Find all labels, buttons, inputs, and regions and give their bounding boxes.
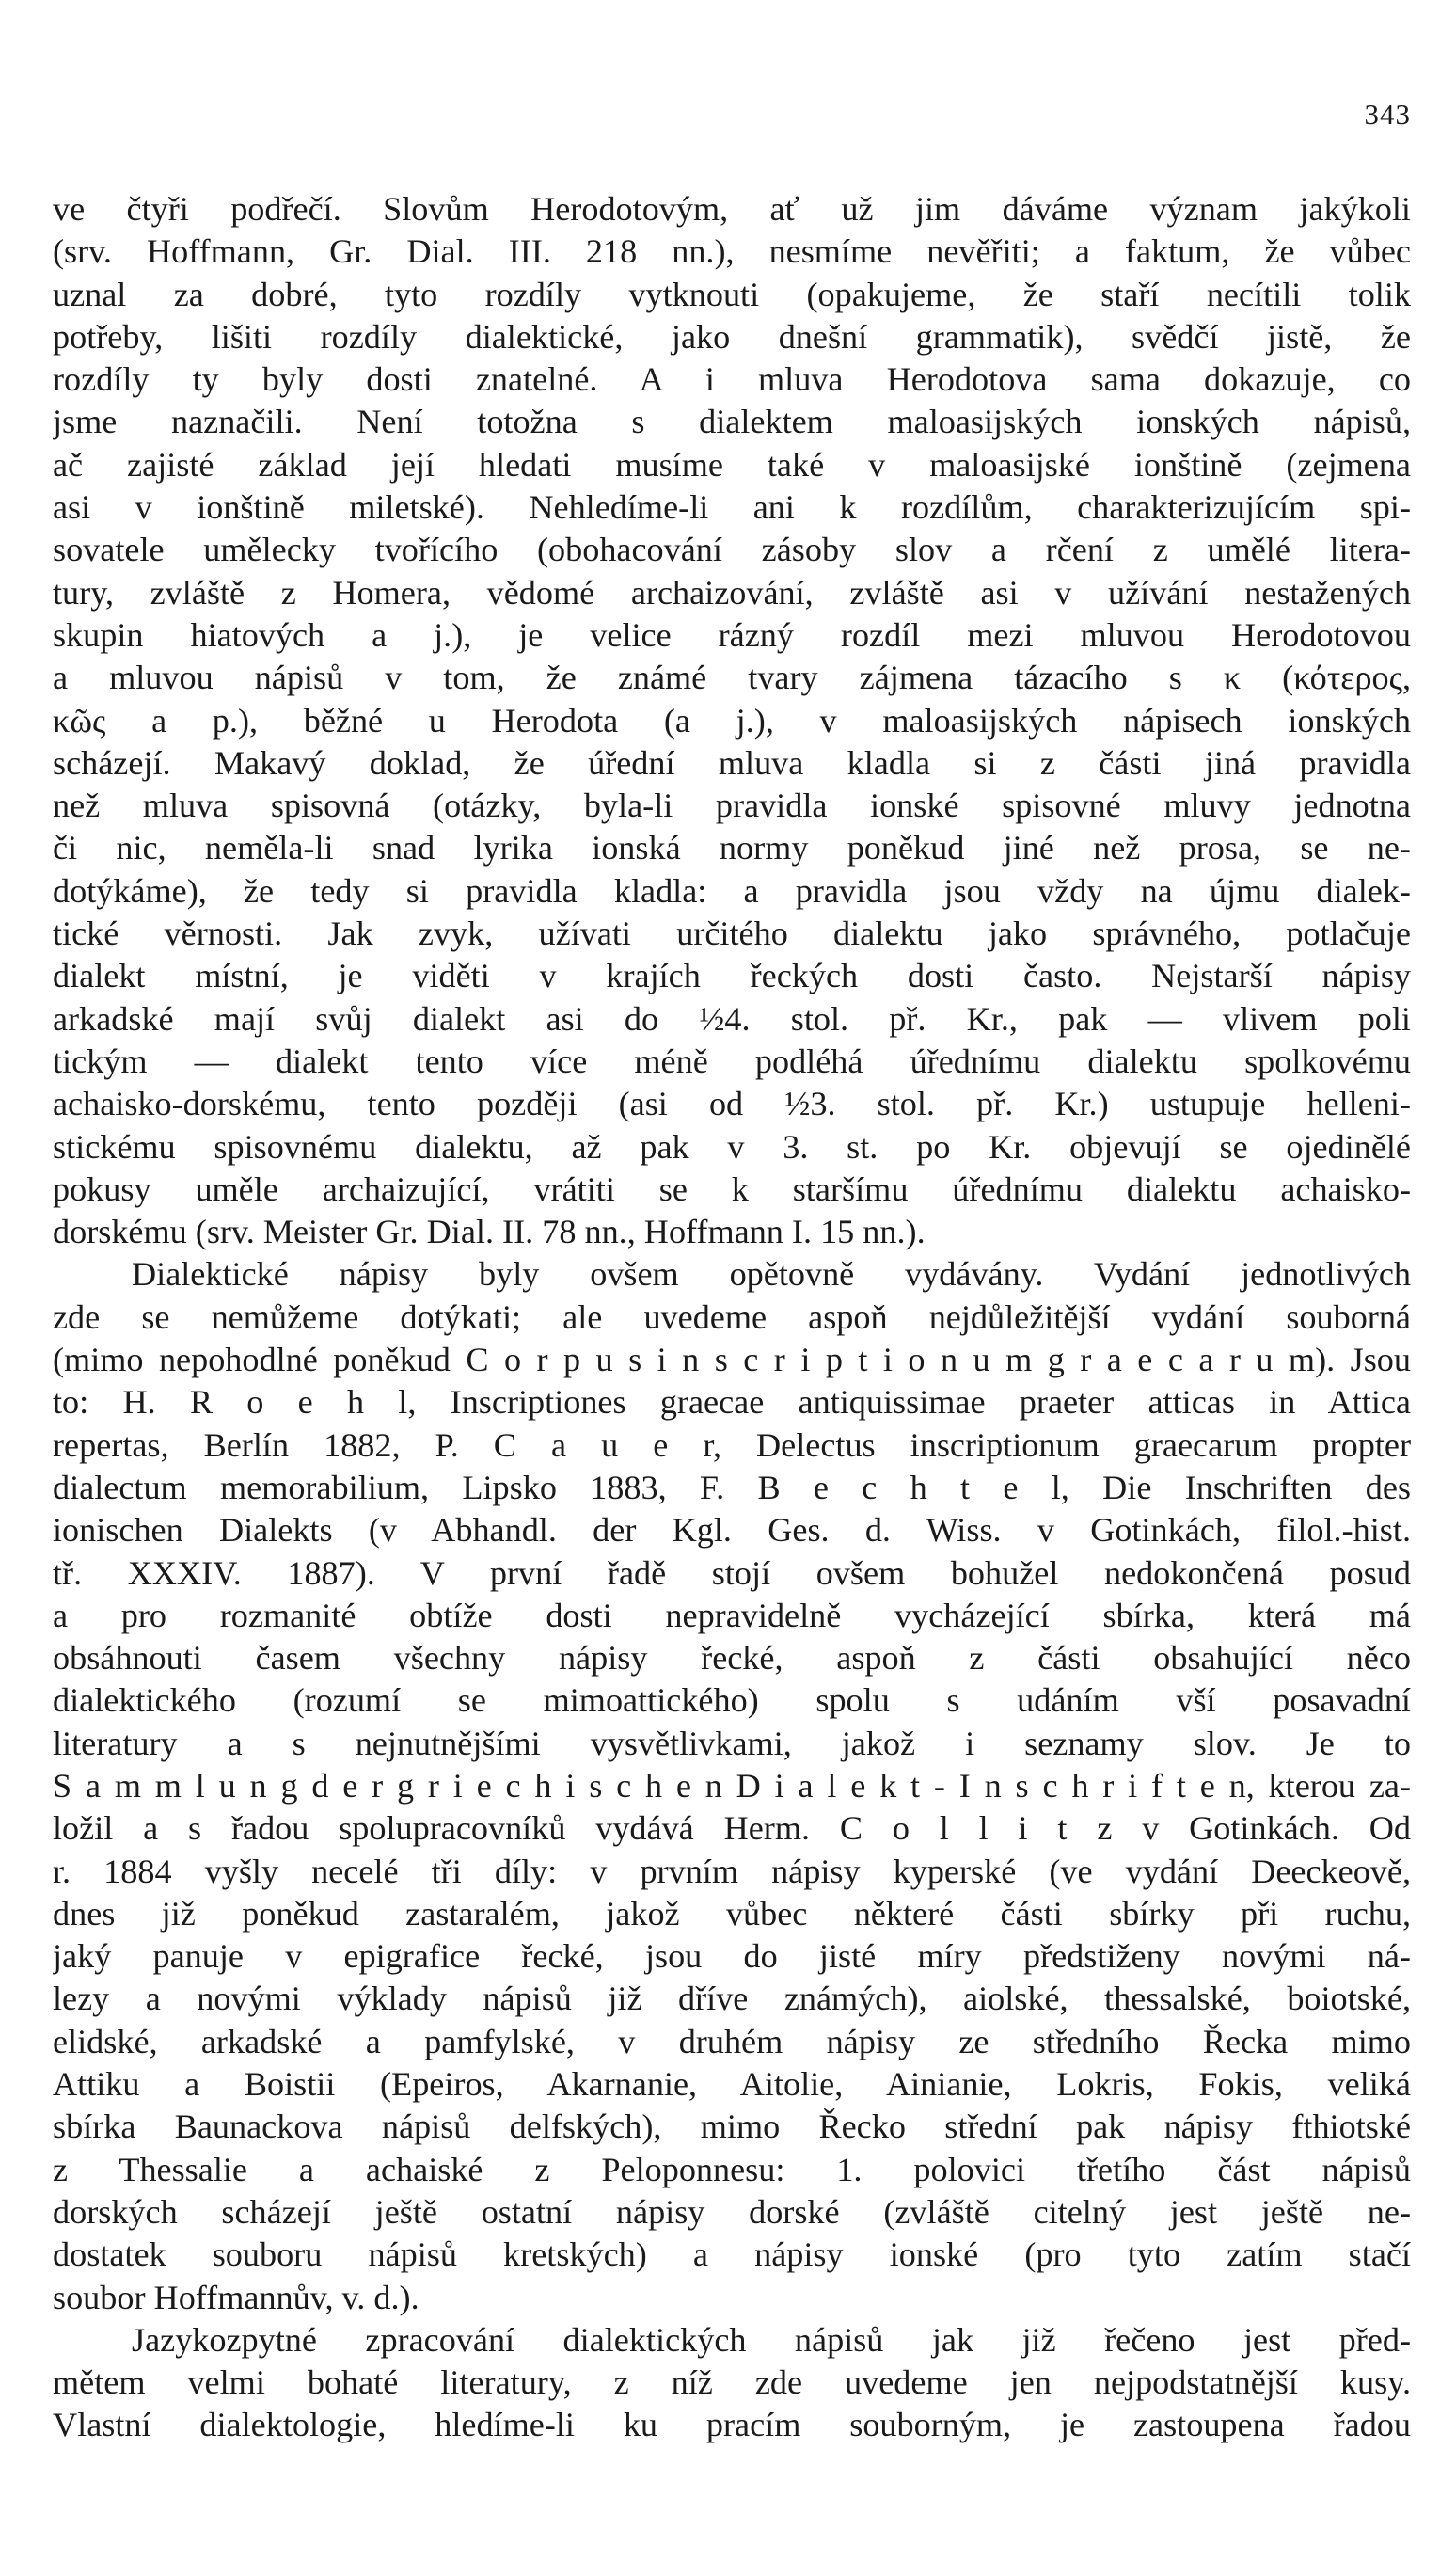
text-line: lezy a novými výklady nápisů již dříve známých), aiolské, thessalské, boiotské,	[53, 1980, 1411, 2018]
text-line: tické věrnosti. Jak zvyk, užívati určitého dialektu jako správného, potlačuje	[53, 915, 1411, 953]
text-line: potřeby, lišiti rozdíly dialektické, jako dnešní grammatik), svědčí jistě, že	[53, 317, 1411, 356]
text-line: skupin hiatových a j.), je velice rázný rozdíl mezi mluvou Herodotovou	[53, 615, 1411, 654]
text-line: to: H. R o e h l, Inscriptiones graecae antiquissimae praeter atticas in Attica	[53, 1383, 1411, 1422]
text-line: pokusy uměle archaizující, vrátiti se k staršímu úřednímu dialektu achaisko-	[53, 1169, 1411, 1208]
text-line: obsáhnouti časem všechny nápisy řecké, aspoň z části obsahující něco	[53, 1639, 1411, 1678]
text-line: Jazykozpytné zpracování dialektických nápisů jak již řečeno jest před-	[132, 2320, 1411, 2359]
text-line: dialekt místní, je viděti v krajích řeckých dosti často. Nejstarší nápisy	[53, 957, 1411, 995]
text-line: ionischen Dialekts (v Abhandl. der Kgl. Ges. d. Wiss. v Gotinkách, filol.-hist.	[53, 1511, 1411, 1550]
text-line: ve čtyři podřečí. Slovům Herodotovým, ať už jim dáváme význam jakýkoli	[53, 190, 1411, 228]
text-line: dnes již poněkud zastaralém, jakož vůbec některé části sbírky při ruchu,	[53, 1894, 1411, 1933]
text-line: Vlastní dialektologie, hledíme-li ku pracím souborným, je zastoupena řadou	[53, 2406, 1411, 2444]
text-line: mětem velmi bohaté literatury, z níž zde uvedeme jen nejpodstatnější kusy.	[53, 2363, 1411, 2402]
text-line: sovatele umělecky tvořícího (obohacování zásoby slov a rčení z umělé litera-	[53, 531, 1411, 569]
text-line: r. 1884 vyšly necelé tři díly: v prvním nápisy kyperské (ve vydání Deeckeově,	[53, 1852, 1411, 1890]
page-number: 343	[1364, 98, 1411, 131]
text-line: jaký panuje v epigrafice řecké, jsou do jisté míry předstiženy novými ná-	[53, 1937, 1411, 1976]
text-line: asi v ionštině miletské). Nehledíme-li ani k rozdílům, charakterizujícím spi-	[53, 488, 1411, 527]
text-line: sbírka Baunackova nápisů delfských), mimo Řecko střední pak nápisy fthiotské	[53, 2108, 1411, 2146]
text-line: tury, zvláště z Homera, vědomé archaizování, zvláště asi v užívání nestažených	[53, 573, 1411, 612]
text-line: dialectum memorabilium, Lipsko 1883, F. B e c h t e l, Die Inschriften des	[53, 1468, 1411, 1506]
body-text	[53, 188, 1411, 2447]
text-line: ač zajisté základ její hledati musíme také v maloasijské ionštině (zejmena	[53, 445, 1411, 484]
text-line: literatury a s nejnutnějšími vysvětlivkami, jakož i seznamy slov. Je to	[53, 1724, 1411, 1762]
text-line: (srv. Hoffmann, Gr. Dial. III. 218 nn.), nesmíme nevěřiti; a faktum, že vůbec	[53, 232, 1411, 271]
text-line: dostatek souboru nápisů kretských) a nápisy ionské (pro tyto zatím stačí	[53, 2235, 1411, 2274]
text-line: jsme naznačili. Není totožna s dialektem maloasijských ionských nápisů,	[53, 403, 1411, 441]
text-line: S a m m l u n g d e r g r i e c h i s c h e n D i a l e k t - I n s c h r i f t e n, kterou za-	[53, 1766, 1411, 1805]
text-line: ložil a s řadou spolupracovníků vydává Herm. C o l l i t z v Gotinkách. Od	[53, 1809, 1411, 1848]
text-line: soubor Hoffmannův, v. d.).	[53, 2278, 419, 2316]
text-line: rozdíly ty byly dosti znatelné. A i mluva Herodotova sama dokazuje, co	[53, 360, 1411, 399]
text-line: Dialektické nápisy byly ovšem opětovně vydávány. Vydání jednotlivých	[132, 1255, 1411, 1294]
text-line: uznal za dobré, tyto rozdíly vytknouti (opakujeme, že staří necítili tolik	[53, 275, 1411, 313]
text-line: než mluva spisovná (otázky, byla-li pravidla ionské spisovné mluvy jednotna	[53, 787, 1411, 825]
text-line: a mluvou nápisů v tom, že známé tvary zájmena tázacího s κ (κότερος,	[53, 659, 1411, 697]
text-line: dialektického (rozumí se mimoattického) spolu s udáním vší posavadní	[53, 1681, 1411, 1720]
text-line: (mimo nepohodlné poněkud C o r p u s i n s c r i p t i o n u m g r a e c a r u m). Jsou	[53, 1341, 1411, 1379]
text-line: achaisko-dorskému, tento později (asi od ½3. stol. př. Kr.) ustupuje helleni-	[53, 1085, 1411, 1123]
text-line: stickému spisovnému dialektu, až pak v 3. st. po Kr. objevují se ojedinělé	[53, 1127, 1411, 1166]
text-line: dorských scházejí ještě ostatní nápisy dorské (zvláště citelný jest ještě ne-	[53, 2192, 1411, 2231]
text-line: dotýkáme), že tedy si pravidla kladla: a pravidla jsou vždy na újmu dialek-	[53, 871, 1411, 910]
text-line: scházejí. Makavý doklad, že úřední mluva kladla si z části jiná pravidla	[53, 743, 1411, 782]
text-line: dorskému (srv. Meister Gr. Dial. II. 78 nn., Hoffmann I. 15 nn.).	[53, 1213, 926, 1251]
text-line: κῶς a p.), běžné u Herodota (a j.), v maloasijských nápisech ionských	[53, 701, 1411, 740]
text-line: z Thessalie a achaiské z Peloponnesu: 1. polovici třetího část nápisů	[53, 2150, 1411, 2188]
text-line: Attiku a Boistii (Epeiros, Akarnanie, Aitolie, Ainianie, Lokris, Fokis, veliká	[53, 2065, 1411, 2104]
text-line: zde se nemůžeme dotýkati; ale uvedeme aspoň nejdůležitější vydání souborná	[53, 1297, 1411, 1336]
text-line: a pro rozmanité obtíže dosti nepravidelně vycházející sbírka, která má	[53, 1596, 1411, 1634]
text-line: či nic, neměla-li snad lyrika ionská normy poněkud jiné než prosa, se ne-	[53, 829, 1411, 867]
text-line: tř. XXXIV. 1887). V první řadě stojí ovšem bohužel nedokončená posud	[53, 1553, 1411, 1592]
text-line: arkadské mají svůj dialekt asi do ½4. stol. př. Kr., pak — vlivem poli	[53, 999, 1411, 1038]
text-line: tickým — dialekt tento více méně podléhá úřednímu dialektu spolkovému	[53, 1042, 1411, 1080]
text-line: repertas, Berlín 1882, P. C a u e r, Delectus inscriptionum graecarum propter	[53, 1425, 1411, 1464]
text-line: elidské, arkadské a pamfylské, v druhém nápisy ze středního Řecka mimo	[53, 2022, 1411, 2060]
